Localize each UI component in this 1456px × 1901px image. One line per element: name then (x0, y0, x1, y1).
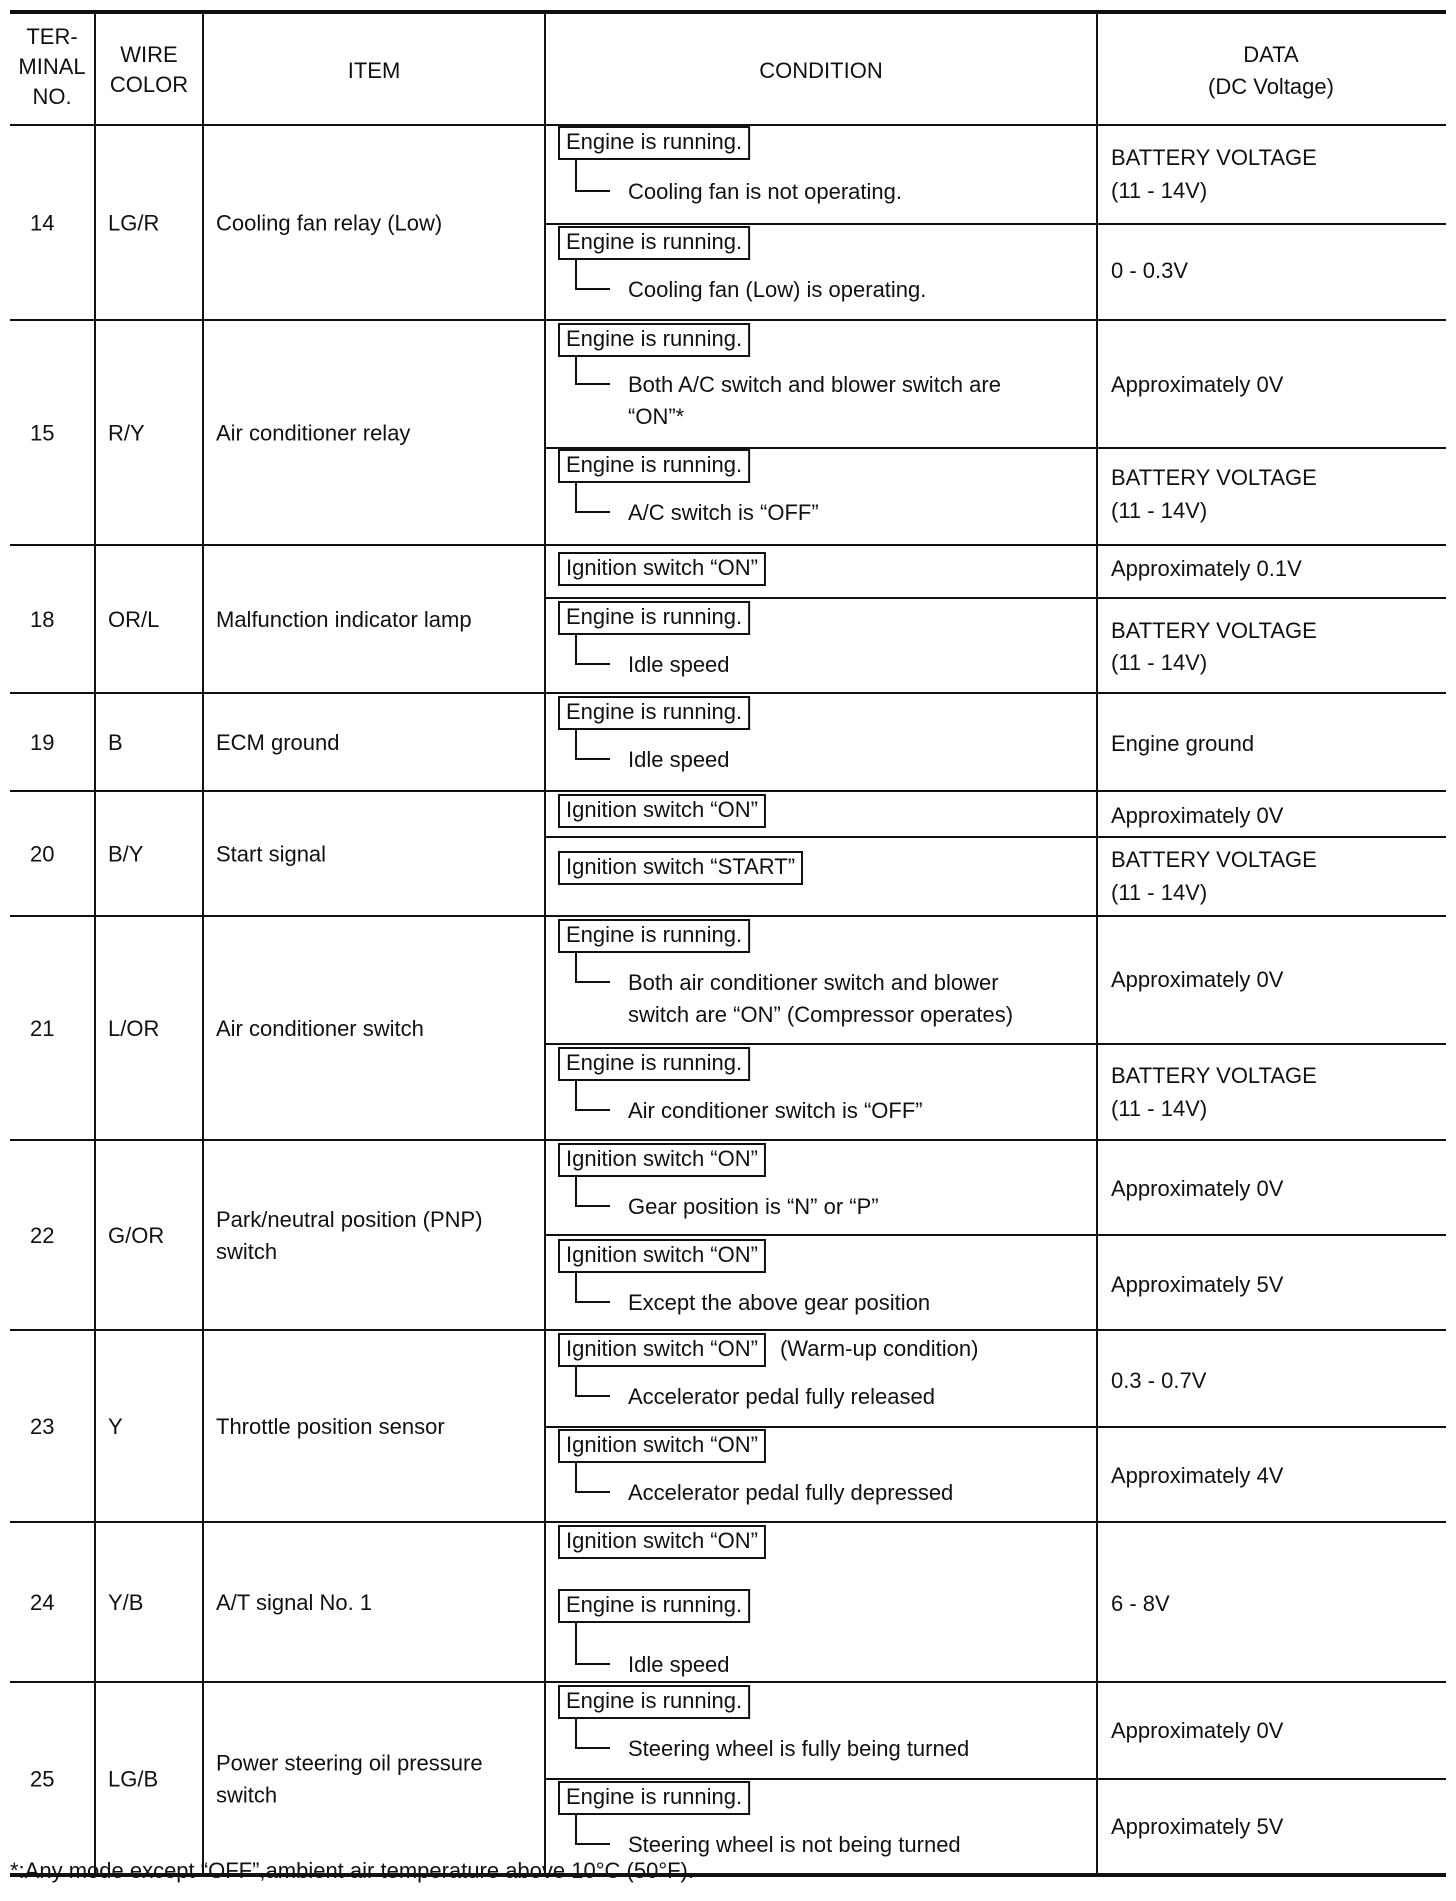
condition-detail: Steering wheel is not being turned (628, 1832, 961, 1857)
wire-color: LG/R (108, 210, 160, 236)
condition-connector (576, 1081, 610, 1110)
data-value: 0 - 0.3V (1111, 258, 1189, 283)
terminal-number: 23 (30, 1414, 55, 1439)
condition-box-label: Ignition switch “ON” (566, 1336, 758, 1361)
data-value: Approximately 0V (1111, 1718, 1284, 1743)
data-value: BATTERY VOLTAGE (1111, 618, 1317, 643)
condition-detail: Air conditioner switch is “OFF” (628, 1098, 923, 1123)
condition-detail: Except the above gear position (628, 1290, 931, 1315)
terminal-number: 21 (30, 1016, 55, 1041)
condition-box-label: Ignition switch “ON” (566, 1242, 758, 1267)
condition-connector (576, 1367, 610, 1396)
wire-color: Y (108, 1414, 123, 1439)
data-value: (11 - 14V) (1111, 178, 1208, 203)
data-value: Approximately 5V (1111, 1814, 1284, 1839)
header-data: (DC Voltage) (1208, 74, 1334, 99)
item-name: Throttle position sensor (216, 1414, 445, 1439)
wire-color: Y/B (108, 1590, 144, 1615)
data-value: Approximately 0V (1111, 372, 1284, 397)
header-wire-color: COLOR (109, 72, 189, 97)
data-value: (11 - 14V) (1111, 498, 1208, 523)
condition-box-label: Ignition switch “ON” (566, 1528, 758, 1553)
condition-connector (576, 160, 610, 191)
condition-connector (576, 260, 610, 289)
condition-detail: Accelerator pedal fully depressed (628, 1480, 954, 1505)
condition-box-label: Engine is running. (566, 922, 743, 947)
condition-detail: Cooling fan (Low) is operating. (628, 277, 927, 302)
item-name: Cooling fan relay (Low) (216, 210, 443, 236)
wire-color: R/Y (108, 420, 145, 446)
wire-color: OR/L (108, 607, 160, 632)
condition-box-label: Engine is running. (566, 604, 743, 629)
condition-connector (576, 483, 610, 512)
condition-connector (576, 1815, 610, 1844)
condition-box-label: Engine is running. (566, 326, 743, 351)
condition-detail: A/C switch is “OFF” (628, 500, 819, 525)
data-value: Approximately 4V (1111, 1463, 1284, 1488)
item-name: switch (216, 1239, 278, 1264)
item-name: Start signal (216, 841, 327, 867)
condition-connector (576, 635, 610, 664)
terminal-number: 14 (30, 210, 55, 236)
condition-box-label: Engine is running. (566, 699, 743, 724)
item-name: Malfunction indicator lamp (216, 607, 472, 632)
data-value: Approximately 0V (1111, 1176, 1284, 1201)
condition-detail: Cooling fan is not operating. (628, 179, 902, 204)
footnote: *:Any mode except “OFF”,ambient air temperature above 10°C (50°F). (10, 1858, 694, 1883)
condition-connector (576, 1273, 610, 1302)
wire-color: G/OR (108, 1223, 165, 1248)
data-value: BATTERY VOLTAGE (1111, 847, 1317, 872)
data-value: (11 - 14V) (1111, 1096, 1208, 1121)
wire-color: B/Y (108, 841, 144, 867)
condition-detail: Accelerator pedal fully released (628, 1384, 935, 1409)
condition-box-label: Engine is running. (566, 129, 743, 154)
condition-detail: Gear position is “N” or “P” (628, 1194, 879, 1219)
condition-box-label: Ignition switch “ON” (566, 555, 758, 580)
data-value: Engine ground (1111, 731, 1255, 756)
item-name: ECM ground (216, 730, 340, 755)
condition-detail: Idle speed (628, 652, 730, 677)
item-name: Air conditioner relay (216, 420, 411, 446)
data-value: 6 - 8V (1111, 1591, 1170, 1616)
condition-connector (576, 730, 610, 759)
condition-connector (576, 1719, 610, 1748)
condition-box-label: Engine is running. (566, 1050, 743, 1075)
condition-detail: Idle speed (628, 747, 730, 772)
wire-color: L/OR (108, 1016, 160, 1041)
terminal-number: 20 (30, 841, 55, 867)
condition-connector (576, 357, 610, 384)
condition-box-label: Ignition switch “ON” (566, 1146, 758, 1171)
data-value: Approximately 0V (1111, 803, 1284, 828)
data-value: BATTERY VOLTAGE (1111, 465, 1317, 490)
header-wire-color: WIRE (120, 42, 178, 67)
condition-connector (576, 1463, 610, 1492)
terminal-number: 25 (30, 1766, 55, 1792)
condition-detail: switch are “ON” (Compressor operates) (628, 1002, 1014, 1027)
header-terminal-no: MINAL (18, 54, 86, 79)
condition-note: (Warm-up condition) (779, 1336, 979, 1361)
condition-detail: “ON”* (628, 404, 685, 429)
data-value: Approximately 5V (1111, 1272, 1284, 1297)
item-name: Air conditioner switch (216, 1016, 424, 1041)
data-value: Approximately 0.1V (1111, 556, 1302, 581)
wire-color: B (108, 730, 123, 755)
condition-detail: Idle speed (628, 1652, 730, 1677)
condition-box-label: Engine is running. (566, 229, 743, 254)
header-terminal-no: TER- (26, 24, 78, 49)
data-value: 0.3 - 0.7V (1111, 1368, 1207, 1393)
header-condition: CONDITION (759, 58, 883, 83)
condition-detail: Both A/C switch and blower switch are (628, 372, 1001, 397)
terminal-number: 19 (30, 730, 55, 755)
item-name: Power steering oil pressure (216, 1750, 483, 1776)
condition-box-label: Engine is running. (566, 1688, 743, 1713)
terminal-number: 15 (30, 420, 55, 446)
data-value: (11 - 14V) (1111, 650, 1208, 675)
condition-box-label: Ignition switch “ON” (566, 797, 758, 822)
condition-detail: Steering wheel is fully being turned (628, 1736, 970, 1761)
header-terminal-no: NO. (32, 84, 72, 109)
wire-color: LG/B (108, 1766, 159, 1792)
terminal-number: 24 (30, 1590, 55, 1615)
data-value: (11 - 14V) (1111, 880, 1208, 905)
condition-connector (576, 1623, 610, 1664)
condition-box-label: Engine is running. (566, 452, 743, 477)
item-name: A/T signal No. 1 (216, 1590, 373, 1615)
condition-box-label: Engine is running. (566, 1592, 743, 1617)
condition-detail: Both air conditioner switch and blower (628, 970, 999, 995)
condition-box-label: Ignition switch “START” (566, 854, 796, 879)
item-name: switch (216, 1782, 278, 1808)
condition-connector (576, 953, 610, 982)
header-data: DATA (1243, 42, 1299, 67)
data-value: Approximately 0V (1111, 967, 1284, 992)
terminal-number: 22 (30, 1223, 55, 1248)
data-value: BATTERY VOLTAGE (1111, 1063, 1317, 1088)
data-value: BATTERY VOLTAGE (1111, 145, 1317, 170)
condition-connector (576, 1177, 610, 1206)
header-item: ITEM (347, 58, 401, 83)
item-name: Park/neutral position (PNP) (216, 1207, 483, 1232)
condition-box-label: Ignition switch “ON” (566, 1432, 758, 1457)
terminal-number: 18 (30, 607, 55, 632)
condition-box-label: Engine is running. (566, 1784, 743, 1809)
